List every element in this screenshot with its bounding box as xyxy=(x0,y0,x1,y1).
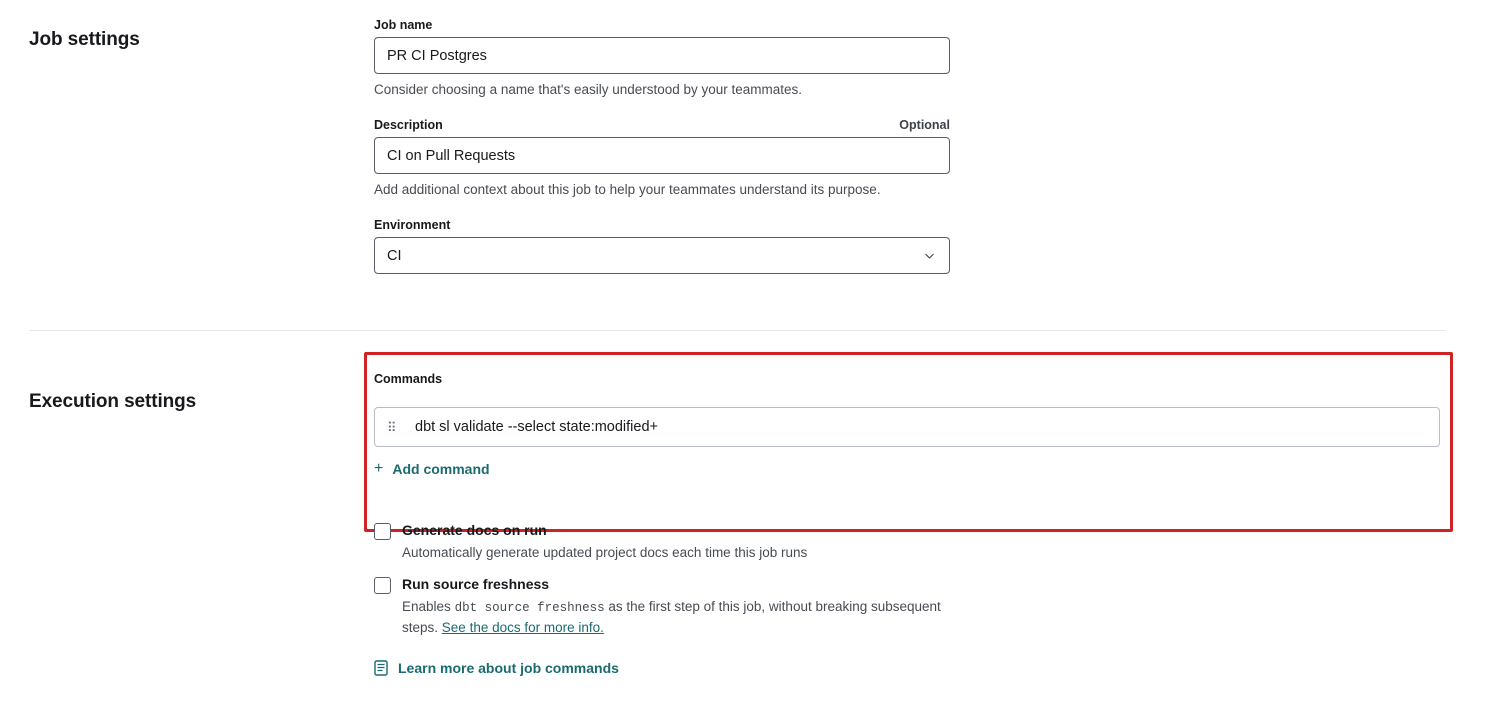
freshness-docs-link[interactable]: See the docs for more info. xyxy=(441,620,604,635)
freshness-desc-part1: Enables xyxy=(402,599,451,614)
environment-field-group xyxy=(374,218,950,274)
command-row[interactable] xyxy=(374,407,1440,447)
environment-select[interactable] xyxy=(374,237,950,274)
learn-more-label: Learn more about job commands xyxy=(398,660,619,676)
commands-block xyxy=(374,372,1440,478)
description-optional-badge: Optional xyxy=(899,118,950,132)
option-run-source-freshness[interactable] xyxy=(374,576,1074,638)
freshness-desc-part2: as the first step of this job, without breaking subsequent steps. xyxy=(402,599,941,635)
job-name-label: Job name xyxy=(374,18,433,32)
section-divider xyxy=(29,330,1446,331)
run-source-freshness-label: Run source freshness xyxy=(402,576,550,592)
job-settings-title: Job settings xyxy=(29,28,140,50)
generate-docs-checkbox[interactable] xyxy=(374,523,391,540)
environment-selected-value: CI xyxy=(387,247,402,264)
job-name-field-group xyxy=(374,18,950,97)
execution-settings-title: Execution settings xyxy=(29,390,197,412)
description-input[interactable] xyxy=(374,137,950,174)
add-command-button[interactable] xyxy=(374,461,490,477)
generate-docs-label: Generate docs on run xyxy=(402,522,547,538)
job-name-help: Consider choosing a name that's easily understood by your teammates. xyxy=(374,82,803,97)
command-input[interactable]: dbt sl validate --select state:modified+ xyxy=(415,419,658,435)
freshness-desc-code: dbt source freshness xyxy=(454,601,605,615)
run-source-freshness-description xyxy=(402,597,962,638)
description-help: Add additional context about this job to help your teammates understand its purpose. xyxy=(374,182,881,197)
option-generate-docs-on-run[interactable] xyxy=(374,522,1074,563)
commands-label: Commands xyxy=(374,372,443,386)
description-label: Description xyxy=(374,118,443,132)
drag-handle-icon[interactable]: ⠿ xyxy=(387,419,397,435)
plus-icon: + xyxy=(374,460,384,477)
environment-label: Environment xyxy=(374,218,451,232)
description-field-group xyxy=(374,118,950,197)
book-icon xyxy=(374,660,388,676)
learn-more-link[interactable] xyxy=(374,660,619,676)
job-name-input[interactable] xyxy=(374,37,950,74)
run-source-freshness-checkbox[interactable] xyxy=(374,577,391,594)
add-command-label: Add command xyxy=(392,461,490,477)
generate-docs-description: Automatically generate updated project docs each time this job runs xyxy=(402,545,808,560)
